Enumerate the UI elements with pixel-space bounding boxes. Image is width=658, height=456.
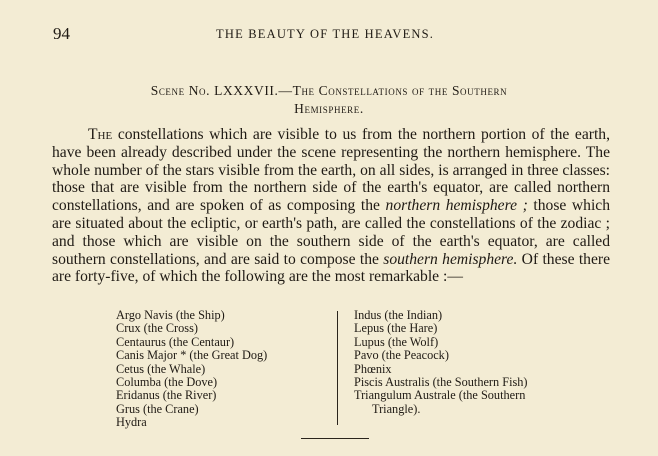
list-item: Crux (the Cross) xyxy=(116,321,198,336)
list-item: Piscis Australis (the Southern Fish) xyxy=(354,375,528,390)
list-item: Phœnix xyxy=(354,361,392,376)
bottom-rule xyxy=(301,438,369,439)
scene-heading-line1: Scene No. LXXXVII.—The Constellations of the Southern xyxy=(150,83,508,98)
scene-heading xyxy=(0,82,658,118)
northern-hemisphere-emphasis: northern hemisphere ; xyxy=(385,197,528,215)
constellation-list-right xyxy=(354,309,584,416)
column-divider xyxy=(337,311,338,425)
list-item: Pavo (the Peacock) xyxy=(354,348,449,363)
list-item: Lupus (the Wolf) xyxy=(354,334,439,349)
paragraph-lead: The xyxy=(88,126,113,143)
list-item: Canis Major * (the Great Dog) xyxy=(116,348,268,363)
list-item: Indus (the Indian) xyxy=(354,308,443,322)
list-item: Eridanus (the River) xyxy=(116,388,217,403)
paragraph-text-2: those which are situated about the ecliptic, or earth's path, are called the constellations of the zodiac ; and those which are visible on the southern side of the earth's equator, are called southern constellations, and are said to compose the xyxy=(52,197,611,268)
list-item: Triangulum Australe (the Southern xyxy=(354,388,526,403)
list-item-continuation: Triangle). xyxy=(372,401,421,416)
list-item: Columba (the Dove) xyxy=(116,375,218,390)
running-head xyxy=(0,24,658,44)
page-number: 94 xyxy=(53,24,70,43)
scene-heading-line2: Hemisphere. xyxy=(294,101,364,116)
list-item: Grus (the Crane) xyxy=(116,401,199,416)
list-item: Lepus (the Hare) xyxy=(354,321,438,336)
list-item: Argo Navis (the Ship) xyxy=(116,308,225,322)
paragraph-text-3: Of these there are forty-five, of which the following are the most remarkable :— xyxy=(52,250,610,286)
constellation-list-left xyxy=(116,309,326,430)
southern-hemisphere-emphasis: southern hemisphere. xyxy=(383,250,518,268)
list-item: Hydra xyxy=(116,415,147,430)
list-item: Centaurus (the Centaur) xyxy=(116,334,235,349)
running-title: THE BEAUTY OF THE HEAVENS. xyxy=(216,27,435,41)
body-paragraph xyxy=(52,126,610,286)
paragraph-text-1: constellations which are visible to us from the northern portion of the earth, have been already described under the scene representing the northern hemisphere. The whole number of the stars visible from the earth, on all sides, is arranged in three classes: those that are visible from the northern side of the earth's equator, are called northern constellations, and are spoken of as composing the xyxy=(52,126,610,215)
list-item: Cetus (the Whale) xyxy=(116,361,206,376)
